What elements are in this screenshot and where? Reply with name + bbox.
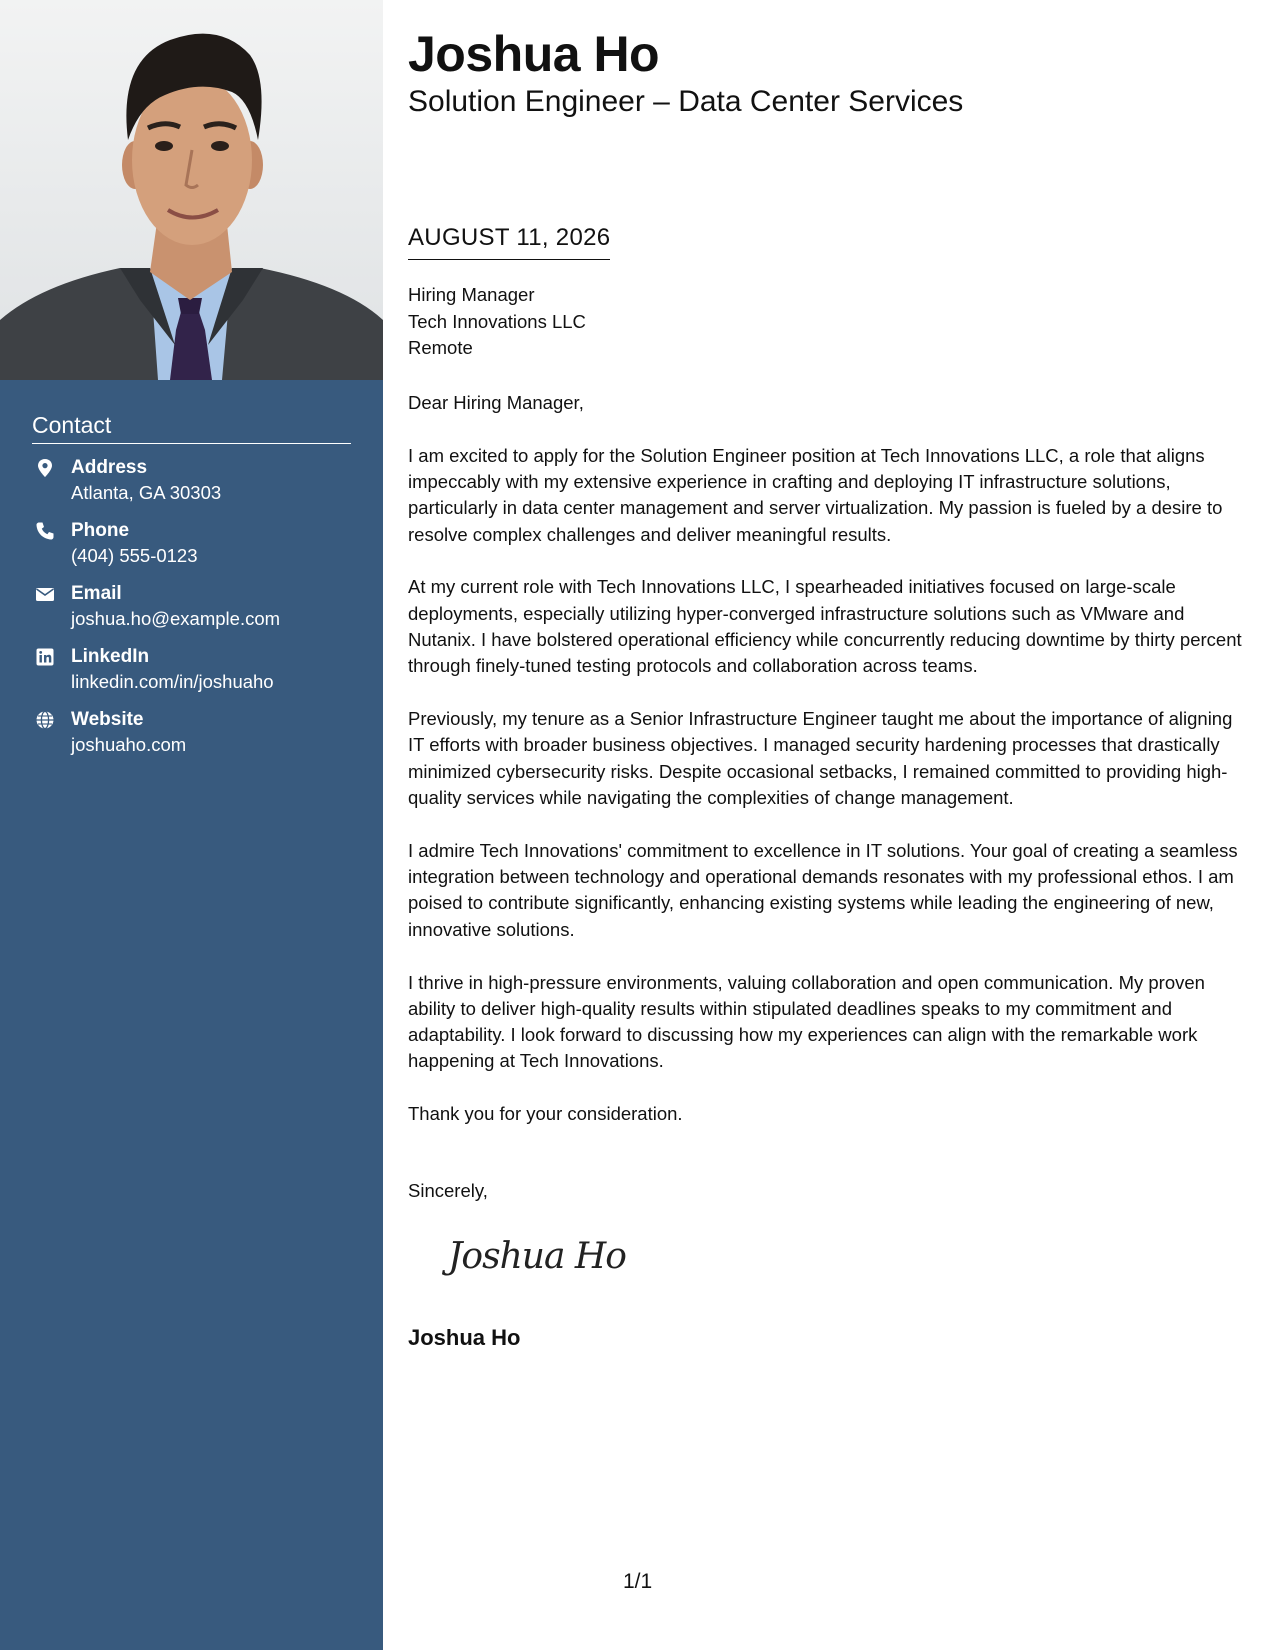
envelope-icon bbox=[35, 584, 55, 604]
letter-date: AUGUST 11, 2026 bbox=[408, 222, 610, 260]
recipient-location: Remote bbox=[408, 337, 473, 358]
page-number: 1/1 bbox=[623, 1570, 653, 1593]
linkedin-value[interactable]: linkedin.com/in/joshuaho bbox=[71, 671, 274, 692]
job-title: Solution Engineer – Data Center Services bbox=[408, 85, 964, 118]
linkedin-icon bbox=[35, 647, 55, 667]
contact-heading: Contact bbox=[32, 412, 351, 444]
website-value[interactable]: joshuaho.com bbox=[71, 734, 187, 755]
email-label: Email bbox=[71, 583, 122, 604]
paragraph-6: Thank you for your consideration. bbox=[408, 1103, 683, 1125]
date-block bbox=[408, 222, 610, 260]
handwritten-signature: Joshua Ho bbox=[448, 1236, 626, 1277]
recipient-name: Hiring Manager bbox=[408, 284, 535, 305]
address-label: Address bbox=[71, 457, 148, 478]
applicant-name: Joshua Ho bbox=[408, 26, 660, 82]
signed-name: Joshua Ho bbox=[408, 1325, 521, 1350]
location-pin-icon bbox=[35, 458, 55, 478]
phone-label: Phone bbox=[71, 520, 130, 541]
salutation: Dear Hiring Manager, bbox=[408, 392, 584, 413]
paragraph-1: I am excited to apply for the Solution Engineer position at Tech Innovations LLC, a role that aligns impeccably with my extensive experience in crafting and deploying IT infrastructure solutions, particularly in data center management and server virtualization. My passion is fueled by a desire to resolve complex challenges and deliver meaningful results. bbox=[408, 444, 1223, 545]
website-label: Website bbox=[71, 709, 144, 730]
profile-photo bbox=[0, 0, 383, 380]
recipient-company: Tech Innovations LLC bbox=[408, 310, 586, 332]
closing: Sincerely, bbox=[408, 1180, 488, 1201]
address-value: Atlanta, GA 30303 bbox=[71, 482, 222, 503]
phone-value: (404) 555-0123 bbox=[71, 545, 198, 566]
email-value[interactable]: joshua.ho@example.com bbox=[71, 608, 281, 629]
contact-phone bbox=[32, 519, 351, 582]
recipient-block bbox=[408, 282, 586, 362]
contact-section bbox=[32, 412, 351, 771]
contact-linkedin bbox=[32, 645, 351, 708]
paragraph-2: At my current role with Tech Innovations LLC, I spearheaded initiatives focused on large-scale deployments, especially utilizing hyper-converged infrastructure solutions such as VMware and Nutanix. I have bolstered operational efficiency while concurrently reducing downtime by thirty percent through finely-tuned testing protocols and collaboration across teams. bbox=[408, 576, 1242, 677]
globe-icon bbox=[35, 710, 55, 730]
letter-body bbox=[408, 390, 1253, 1154]
paragraph-4: I admire Tech Innovations' commitment to excellence in IT solutions. Your goal of creating a seamless integration between technology and operational demands resonates with my professional ethos. I am poised to contribute significantly, enhancing existing systems while leading the engineering of new, innovative solutions. bbox=[408, 839, 1238, 940]
contact-website bbox=[32, 708, 351, 771]
contact-address bbox=[32, 456, 351, 519]
paragraph-3: Previously, my tenure as a Senior Infrastructure Engineer taught me about the importance of aligning IT efforts with broader business objectives. I managed security hardening processes that drastically minimized cybersecurity risks. Despite occasional setbacks, I remained committed to providing high-quality services while navigating the complexities of change management. bbox=[408, 708, 1233, 809]
contact-email bbox=[32, 582, 351, 645]
sidebar bbox=[0, 0, 383, 1650]
linkedin-label: LinkedIn bbox=[71, 646, 150, 667]
phone-icon bbox=[35, 521, 55, 541]
paragraph-5: I thrive in high-pressure environments, valuing collaboration and open communication. My proven ability to deliver high-quality results within stipulated deadlines speaks to my commitment and adaptability. I look forward to discussing how my experiences can align with the remarkable work happening at Tech Innovations. bbox=[408, 971, 1205, 1072]
